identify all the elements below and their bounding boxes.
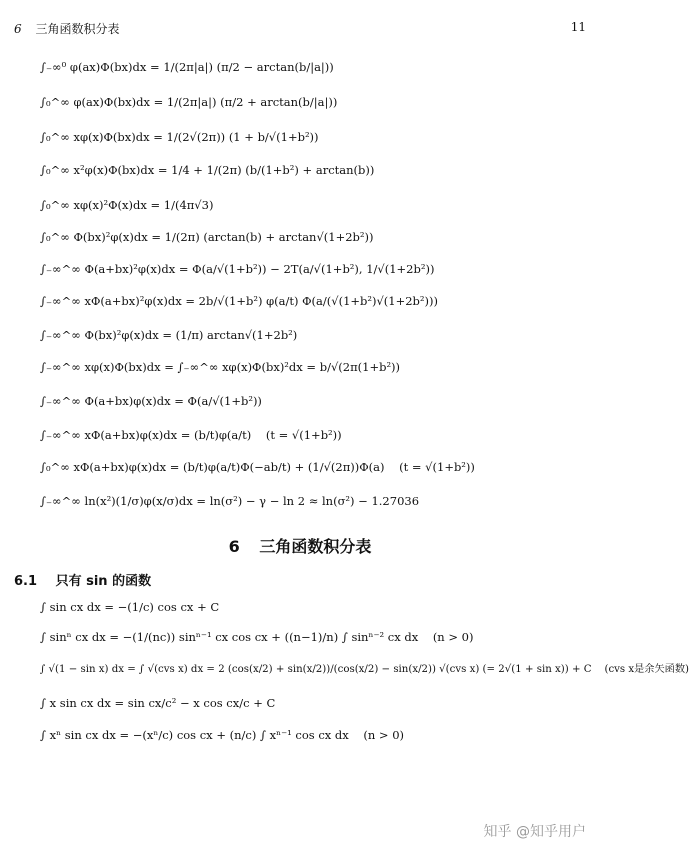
equation-9: ∫₋∞^∞ Φ(bx)²φ(x)dx = (1/π) arctan√(1+2b²) — [40, 328, 298, 342]
subsection-number: 6.1 — [14, 574, 38, 589]
running-header — [14, 20, 119, 37]
equation-1: ∫₋∞⁰ φ(ax)Φ(bx)dx = 1/(2π|a|) (π/2 − arctan(b/|a|)) — [40, 60, 334, 74]
watermark: 知乎 @知乎用户 — [483, 824, 586, 840]
subsection-title: 只有 sin 的函数 — [55, 574, 152, 589]
equation-12: ∫₋∞^∞ xΦ(a+bx)φ(x)dx = (b/t)φ(a/t) (t = √(1+b²)) — [40, 428, 342, 442]
equation-4: ∫₀^∞ x²φ(x)Φ(bx)dx = 1/4 + 1/(2π) (b/(1+b²) + arctan(b)) — [40, 163, 375, 177]
equation-6: ∫₀^∞ Φ(bx)²φ(x)dx = 1/(2π) (arctan(b) + arctan√(1+2b²)) — [40, 230, 374, 244]
header-section-title: 三角函数积分表 — [35, 22, 120, 36]
equation-13: ∫₀^∞ xΦ(a+bx)φ(x)dx = (b/t)φ(a/t)Φ(−ab/t) + (1/√(2π))Φ(a) (t = √(1+b²)) — [40, 460, 475, 474]
section-number: 6 — [228, 537, 240, 556]
sin-equation-4: ∫ x sin cx dx = sin cx/c² − x cos cx/c + C — [40, 696, 276, 710]
sin-equation-1: ∫ sin cx dx = −(1/c) cos cx + C — [40, 600, 220, 614]
equation-3: ∫₀^∞ xφ(x)Φ(bx)dx = 1/(2√(2π)) (1 + b/√(1+b²)) — [40, 130, 319, 144]
equation-11: ∫₋∞^∞ Φ(a+bx)φ(x)dx = Φ(a/√(1+b²)) — [40, 394, 262, 408]
equation-10: ∫₋∞^∞ xφ(x)Φ(bx)dx = ∫₋∞^∞ xφ(x)Φ(bx)²dx = b/√(2π(1+b²)) — [40, 360, 401, 374]
equation-5: ∫₀^∞ xφ(x)²Φ(x)dx = 1/(4π√3) — [40, 198, 214, 212]
sin-equation-5: ∫ xⁿ sin cx dx = −(xⁿ/c) cos cx + (n/c) ∫ xⁿ⁻¹ cos cx dx (n > 0) — [40, 728, 405, 742]
sin-equation-2: ∫ sinⁿ cx dx = −(1/(nc)) sinⁿ⁻¹ cx cos cx + ((n−1)/n) ∫ sinⁿ⁻² cx dx (n > 0) — [40, 630, 474, 644]
equation-14: ∫₋∞^∞ ln(x²)(1/σ)φ(x/σ)dx = ln(σ²) − γ − ln 2 ≈ ln(σ²) − 1.27036 — [40, 494, 420, 508]
header-page-label: 6 — [14, 22, 22, 36]
equation-2: ∫₀^∞ φ(ax)Φ(bx)dx = 1/(2π|a|) (π/2 + arctan(b/|a|)) — [40, 95, 338, 109]
subsection-heading — [14, 570, 151, 589]
section-title: 三角函数积分表 — [259, 537, 372, 556]
page-number: 11 — [570, 20, 586, 34]
equation-7: ∫₋∞^∞ Φ(a+bx)²φ(x)dx = Φ(a/√(1+b²)) − 2T(a/√(1+b²), 1/√(1+2b²)) — [40, 262, 435, 276]
section-heading — [0, 534, 600, 557]
sin-equation-3: ∫ √(1 − sin x) dx = ∫ √(cvs x) dx = 2 (cos(x/2) + sin(x/2))/(cos(x/2) − sin(x/2)) √(cvs x) (= 2√(1 + sin x)) + C (cvs x是余矢函数) — [40, 664, 689, 675]
equation-8: ∫₋∞^∞ xΦ(a+bx)²φ(x)dx = 2b/√(1+b²) φ(a/t) Φ(a/(√(1+b²)√(1+2b²))) — [40, 294, 438, 308]
